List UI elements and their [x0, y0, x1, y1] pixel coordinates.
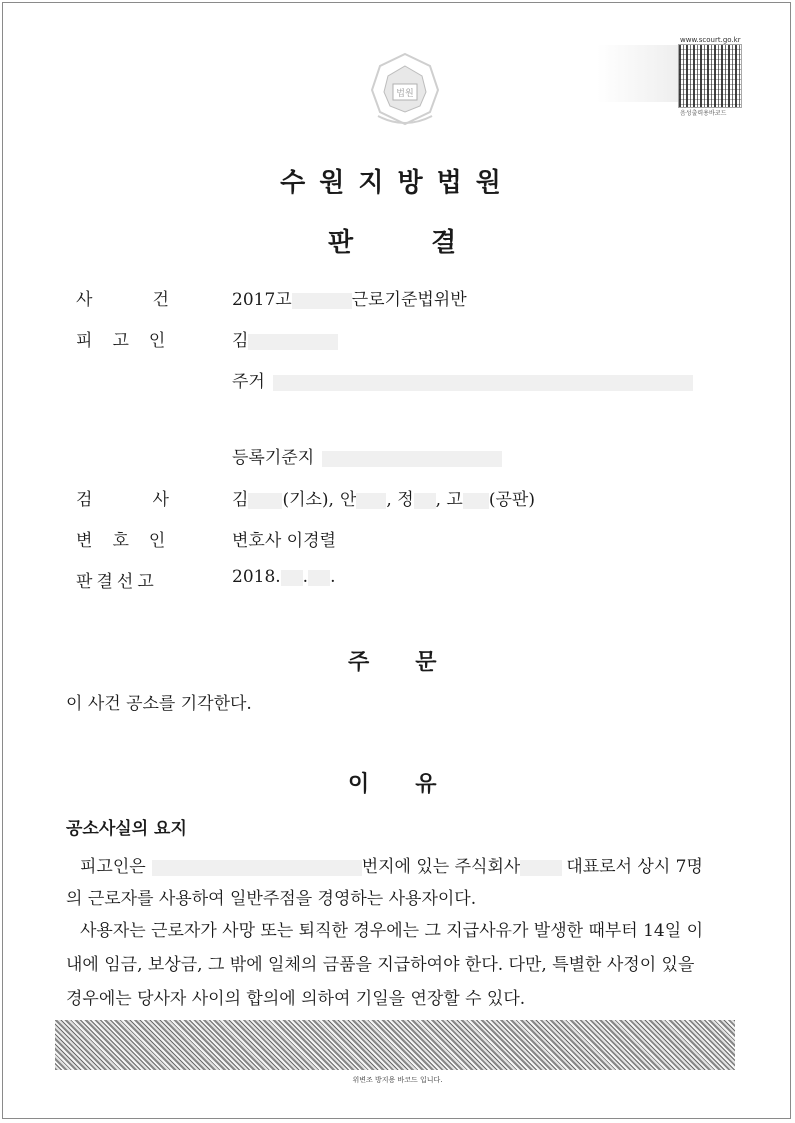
security-barcode [55, 1020, 735, 1070]
value-defendant-address: 주거 [232, 367, 693, 392]
qr-code-icon [678, 44, 742, 108]
label-case: 사 건 [76, 290, 169, 310]
emblem-text: 법원 [396, 89, 414, 99]
doc-type [328, 222, 456, 259]
reasons-p2-line1: 사용자는 근로자가 사망 또는 퇴직한 경우에는 그 지급사유가 발생한 때부터 14일 이 [80, 921, 703, 941]
reasons-p1-line2: 의 근로자를 사용하여 일반주점을 경영하는 사용자이다. [66, 889, 477, 909]
label-defendant: 피 고 인 [76, 331, 166, 351]
doc-type-char-2: 결 [431, 228, 457, 258]
value-defendant-registered: 등록기준지 [232, 443, 502, 468]
court-name: 수원지방법원 [280, 168, 515, 198]
label-prosecutor: 검 사 [76, 490, 169, 510]
court-emblem [360, 50, 450, 130]
value-defendant-name: 김 [232, 326, 338, 351]
case-name: 근로기준법위반 [351, 290, 467, 310]
security-barcode-caption: 위변조 방지용 바코드 입니다. [352, 1076, 443, 1084]
value-prosecutor: 김 (기소), 안 , 정 , 고 (공판) [232, 490, 535, 510]
order-text: 이 사건 공소를 기각한다. [66, 694, 252, 714]
qr-fade [597, 45, 680, 102]
qr-url: www.scourt.go.kr [680, 36, 741, 44]
reasons-p1-line1: 피고인은 번지에 있는 주식회사 대표로서 상시 7명 [80, 857, 703, 877]
reasons-p2-line3: 경우에는 당사자 사이의 합의에 의하여 기일을 연장할 수 있다. [66, 989, 526, 1009]
qr-caption: 음성출력용바코드 [680, 110, 727, 117]
reasons-p2-line2: 내에 임금, 보상금, 그 밖에 일체의 금품을 지급하여야 한다. 다만, 특별한 사정이 있을 [66, 955, 695, 975]
value-verdict-date: 2018. . . [232, 567, 336, 587]
label-verdict-date: 판 결 선 고 [76, 572, 154, 592]
label-counsel: 변 호 인 [76, 531, 166, 551]
order-title: 주 문 [348, 649, 437, 675]
case-number: 2017고 [232, 290, 292, 310]
value-case [232, 285, 467, 310]
reasons-subheading: 공소사실의 요지 [66, 819, 187, 839]
value-counsel: 변호사 이경렬 [232, 531, 336, 551]
doc-type-char-1: 판 [328, 228, 354, 258]
reasons-title: 이 유 [348, 771, 437, 797]
